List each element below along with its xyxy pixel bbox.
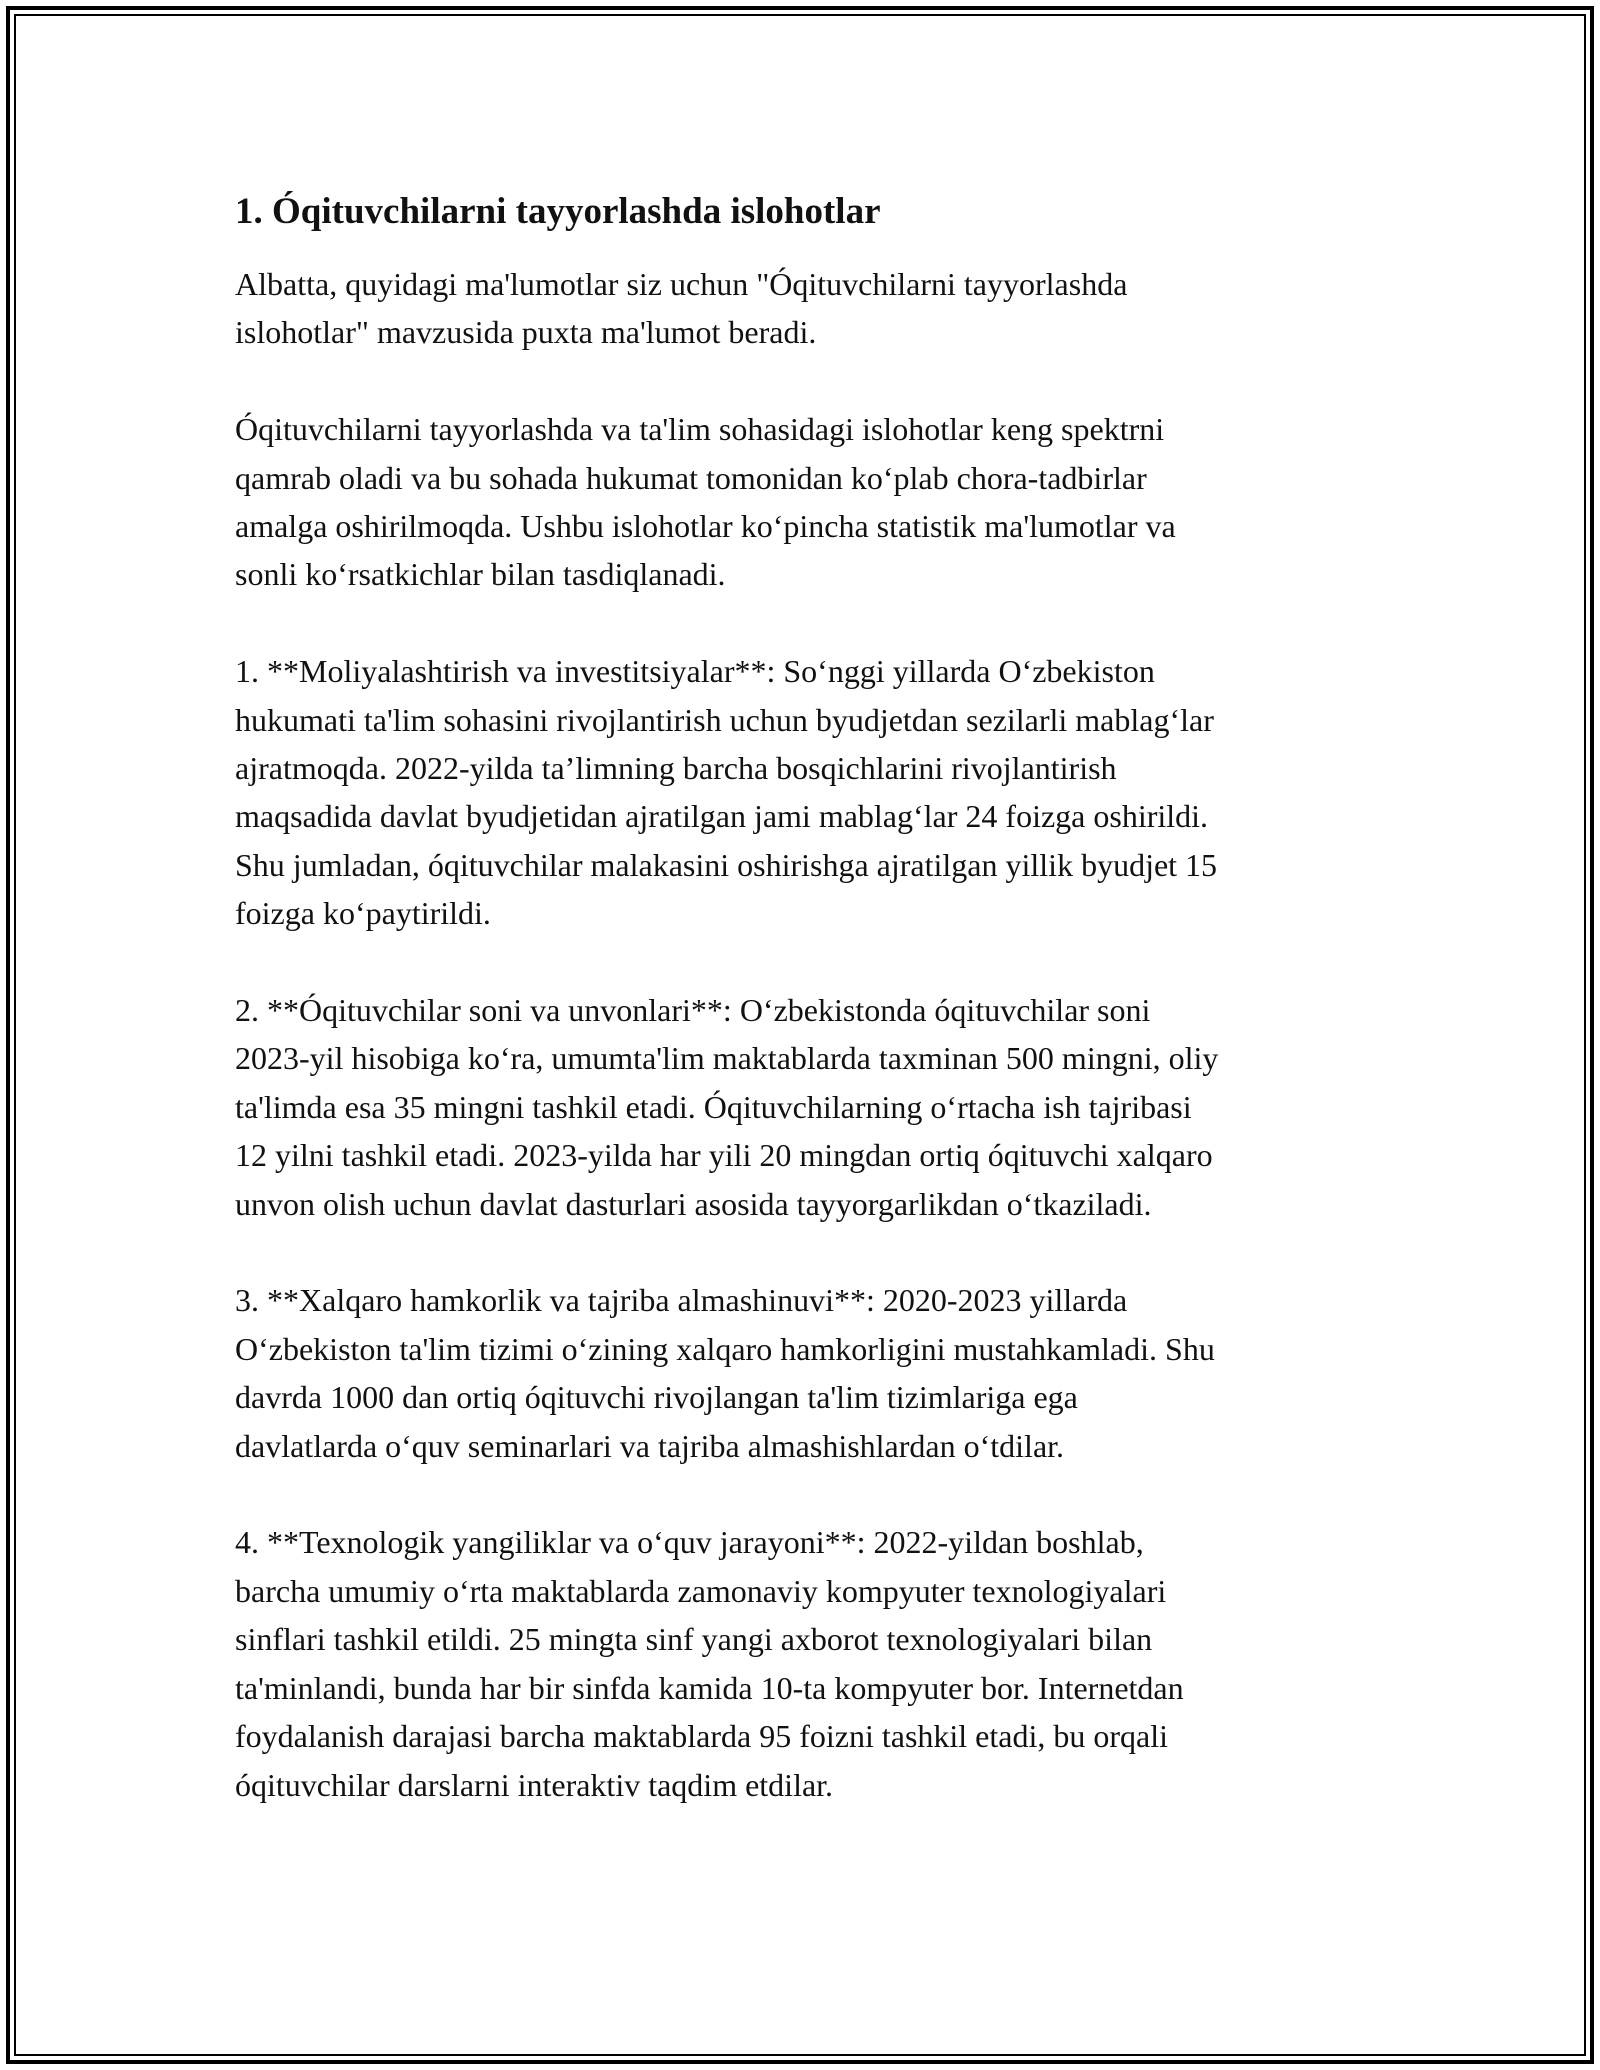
teachers-count-paragraph: 2. **Óqituvchilar soni va unvonlari**: O‘zbekistonda óqituvchilar soni 2023-yil hisobiga ko‘ra, umumta'lim maktablarda taxminan 500 mingni, oliy ta'limda esa 35 mingni tashkil etadi. Óqituvchilarning o‘rtacha ish tajribasi 12 yilni tashkil etadi. 2023-yilda har yili 20 mingdan ortiq óqituvchi xalqaro unvon olish uchun davlat dasturlari asosida tayyorgarlikdan o‘tkaziladi.	[235, 992, 1219, 1222]
technology-paragraph: 4. **Texnologik yangiliklar va o‘quv jarayoni**: 2022-yildan boshlab, barcha umumiy o‘rta maktablarda zamonaviy kompyuter texnologiyalari sinflari tashkil etildi. 25 mingta sinf yangi axborot texnologiyalari bilan ta'minlandi, bunda har bir sinfda kamida 10-ta kompyuter bor. Internetdan foydalanish darajasi barcha maktablarda 95 foizni tashkil etadi, bu orqali óqituvchilar darslarni interaktiv taqdim etdilar.	[235, 1524, 1184, 1803]
document-body	[235, 188, 1370, 1809]
overview-paragraph: Óqituvchilarni tayyorlashda va ta'lim sohasidagi islohotlar keng spektrni qamrab oladi va bu sohada hukumat tomonidan ko‘plab chora-tadbirlar amalga oshirilmoqda. Ushbu islohotlar ko‘pincha statistik ma'lumotlar va sonli ko‘rsatkichlar bilan tasdiqlanadi.	[235, 411, 1176, 593]
funding-paragraph: 1. **Moliyalashtirish va investitsiyalar**: So‘nggi yillarda O‘zbekiston hukumati ta'lim sohasini rivojlantirish uchun byudjetdan sezilarli mablag‘lar ajratmoqda. 2022-yilda ta’limning barcha bosqichlarini rivojlantirish maqsadida davlat byudjetidan ajratilgan jami mablag‘lar 24 foizga oshirildi. Shu jumladan, óqituvchilar malakasini oshirishga ajratilgan yillik byudjet 15 foizga ko‘paytirildi.	[235, 653, 1218, 932]
document-heading: 1. Óqituvchilarni tayyorlashda islohotlar	[235, 191, 881, 232]
intro-paragraph: Albatta, quyidagi ma'lumotlar siz uchun "Óqituvchilarni tayyorlashda islohotlar" mavzusida puxta ma'lumot beradi.	[235, 266, 1128, 351]
international-cooperation-paragraph: 3. **Xalqaro hamkorlik va tajriba almashinuvi**: 2020-2023 yillarda O‘zbekiston ta'lim tizimi o‘zining xalqaro hamkorligini mustahkamladi. Shu davrda 1000 dan ortiq óqituvchi rivojlangan ta'lim tizimlariga ega davlatlarda o‘quv seminarlari va tajriba almashishlardan o‘tdilar.	[235, 1282, 1215, 1464]
